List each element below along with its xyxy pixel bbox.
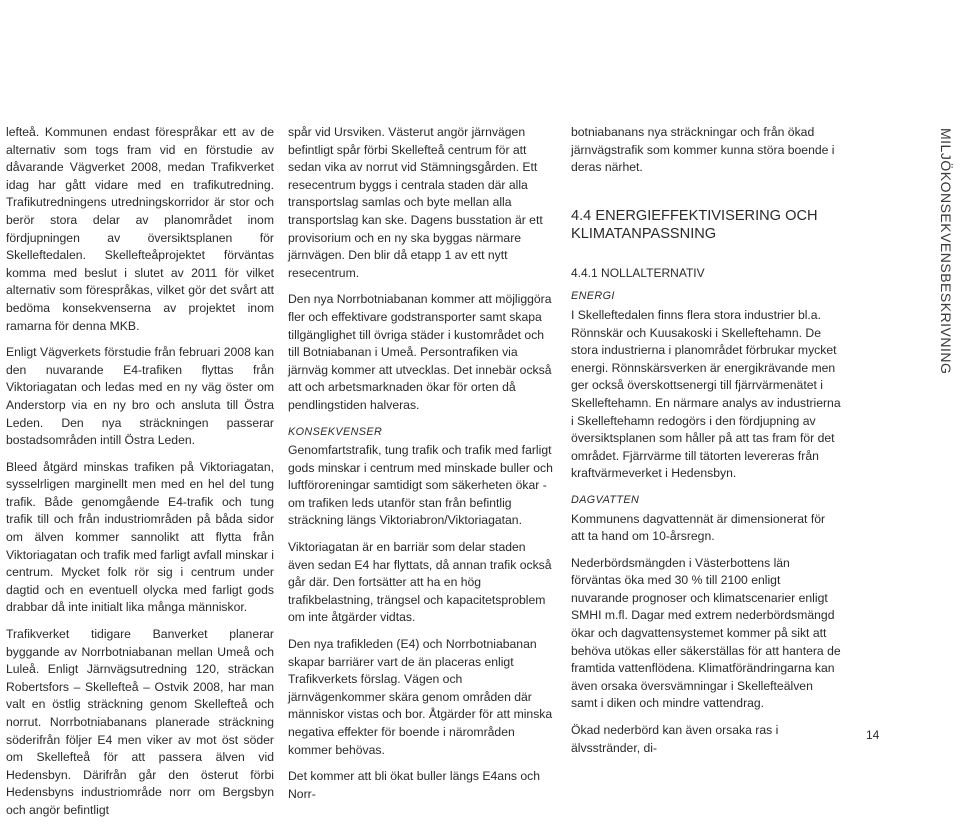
page-number: 14 (866, 728, 880, 742)
text-column-3 (571, 124, 841, 766)
subheading-konsekvenser: KONSEKVENSER (288, 425, 383, 438)
paragraph: Ökad nederbörd kan även orsaka ras i älvsstränder, di- (571, 723, 779, 755)
subheading-dagvatten: DAGVATTEN (571, 493, 640, 506)
subsection-heading: 4.4.1 NOLLALTERNATIV (571, 265, 705, 280)
document-side-title: MILJÖKONSEKVENSBESKRIVNING (938, 128, 954, 375)
paragraph: Trafikverket tidigare Banverket planerar byggande av Norrbotniabanan mellan Umeå och Luleå. Enligt Järnvägsutredning 120, sträckan Robertsfors – Skellefteå – Ostvik 2008, har man valt en östlig sträckning genom Skellefteå och norrut. Norrbotniabanans planerade sträckning söderifrån följer E4 men viker av mot öst söder om Skellefteå för att passera älven vid Hedensbyn. Därifrån går den österut förbi Hedensbyns industriområde norr om Bergsbyn och angör befintligt (6, 627, 274, 817)
paragraph: Genomfartstrafik, tung trafik och trafik med farligt gods minskar i centrum med minskade buller och luftföroreningar samtidigt som säkerheten ökar - om trafiken leds utanför stan från befintlig sträckning längs Viktoriabron/Viktoriagatan. (288, 443, 553, 528)
paragraph: spår vid Ursviken. Västerut angör järnvägen befintligt spår förbi Skellefteå centrum för att sedan vika av norrut vid Stämningsgården. Ett resecentrum byggs i centrala staden där alla transportslag samlas och byte mellan alla transportslag kan ske. Dagens busstation är ett provisorium och en ny ska byggas närmare järnvägen. Den blir då etapp 1 av ett nytt resecentrum. (288, 125, 543, 280)
paragraph: Den nya Norrbotniabanan kommer att möjliggöra fler och effektivare godstransporter samt skapa tillgänglighet till övriga städer i kustområdet och till Botniabanan i Umeå. Persontrafiken via järnväg kommer att utvecklas. Det innebär också att och arbetsmarknaden ökar för orten då pendlingstiden halveras. (288, 292, 552, 412)
subheading-energi: ENERGI (571, 290, 615, 303)
paragraph: Viktoriagatan är en barriär som delar staden även sedan E4 har flyttats, då annan trafik också går där. Den fortsätter att ha en hög trafikbelastning, trängsel och kapacitetsproblem om inte åtgärder vidtas. (288, 540, 552, 625)
section-heading: 4.4 ENERGIEFFEKTIVISERING OCH KLIMATANPASSNING (571, 207, 818, 242)
paragraph: Nederbördsmängden i Västerbottens län förväntas öka med 30 % till 2100 enligt nuvarande prognoser och klimatscenarier enligt SMHI m.fl. Dagar med extrem nederbördsmängd ökar och dagvattensystemet kommer på sikt att behöva utökas eller säkerställas för att hantera de framtida vattenflödena. Klimatförändringarna kan även orsaka översvämningar i Skellefteälven samt i diken och mindre vattendrag. (571, 555, 841, 711)
paragraph: Kommunens dagvattennät är dimensionerat för att ta hand om 10-årsregn. (571, 511, 826, 544)
paragraph: I Skelleftedalen finns flera stora industrier bl.a. Rönnskär och Kuusakoski i Skelleftehamn. De stora industrierna i planområdet förbrukar mycket energi. Rönnskärsverken är energikrävande men ger också överskottsenergi till fjärrvärmenätet i Skelleftehamn. En närmare analys av industrierna i Skelleftehamn redogörs i den fördjupning av översiktsplanen som håller på att tas fram för det området. Fjärrvärme till tätorten levereras från kraftvärmeverket i Hedensbyn. (571, 307, 841, 481)
text-column-1 (6, 124, 274, 829)
paragraph: Det kommer att bli ökat buller längs E4ans och Norr- (288, 769, 540, 801)
paragraph: Den nya trafikleden (E4) och Norrbotniabanan skapar barriärer vart de än placeras enligt Trafikverkets förslag. Vägen och järnvägenkommer skära genom områden där människor vistas och bor. Åtgärder för att minska negativa effekter för boende i närområden kommer behövas. (288, 637, 553, 757)
text-column-2 (288, 124, 555, 812)
paragraph: Bleed åtgärd minskas trafiken på Viktoriagatan, sysselrligen marginellt men med en hel del tung trafik. Både genomgående E4-trafik och tung trafik till och från industriområden på båda sidor om älven kommer sannolikt att flytta från Viktoriagatan och trafik med farligt avfall minskar i centrum. Mycket folk rör sig i centrum under dagtid och en eventuell olycka med farligt gods drabbar då inte initialt lika många människor. (6, 459, 275, 615)
paragraph: Enligt Vägverkets förstudie från februari 2008 kan den nuvarande E4-trafiken flyttas från Viktoriagatan och ledas med en ny väg öster om Anderstorp via en ny bro och ansluta till Östra Leden. Den nya sträckningen passerar bostadsområden intill Östra Leden. (6, 345, 274, 448)
paragraph: botniabanans nya sträckningar och från ökad järnvägstrafik som kommer kunna störa boende i deras närhet. (571, 125, 835, 175)
paragraph: lefteå. Kommunen endast förespråkar ett av de alternativ som togs fram vid en förstudie av dåvarande Vägverket 2008, medan Trafikverket idag har gått vidare med en trafikutredning. Trafikutredningens utredningskorridor är stor och berör stora delar av planområdet inom fördjupningen av översiktsplanen för Skelleftedalen. Skellefteåprojektet förväntas komma med beslut i slutet av 2011 för vilket alternativ som förespråkas, vilket gör det svårt att bedöma konsekvenserna av projektet inom ramarna för denna MKB. (6, 125, 274, 333)
